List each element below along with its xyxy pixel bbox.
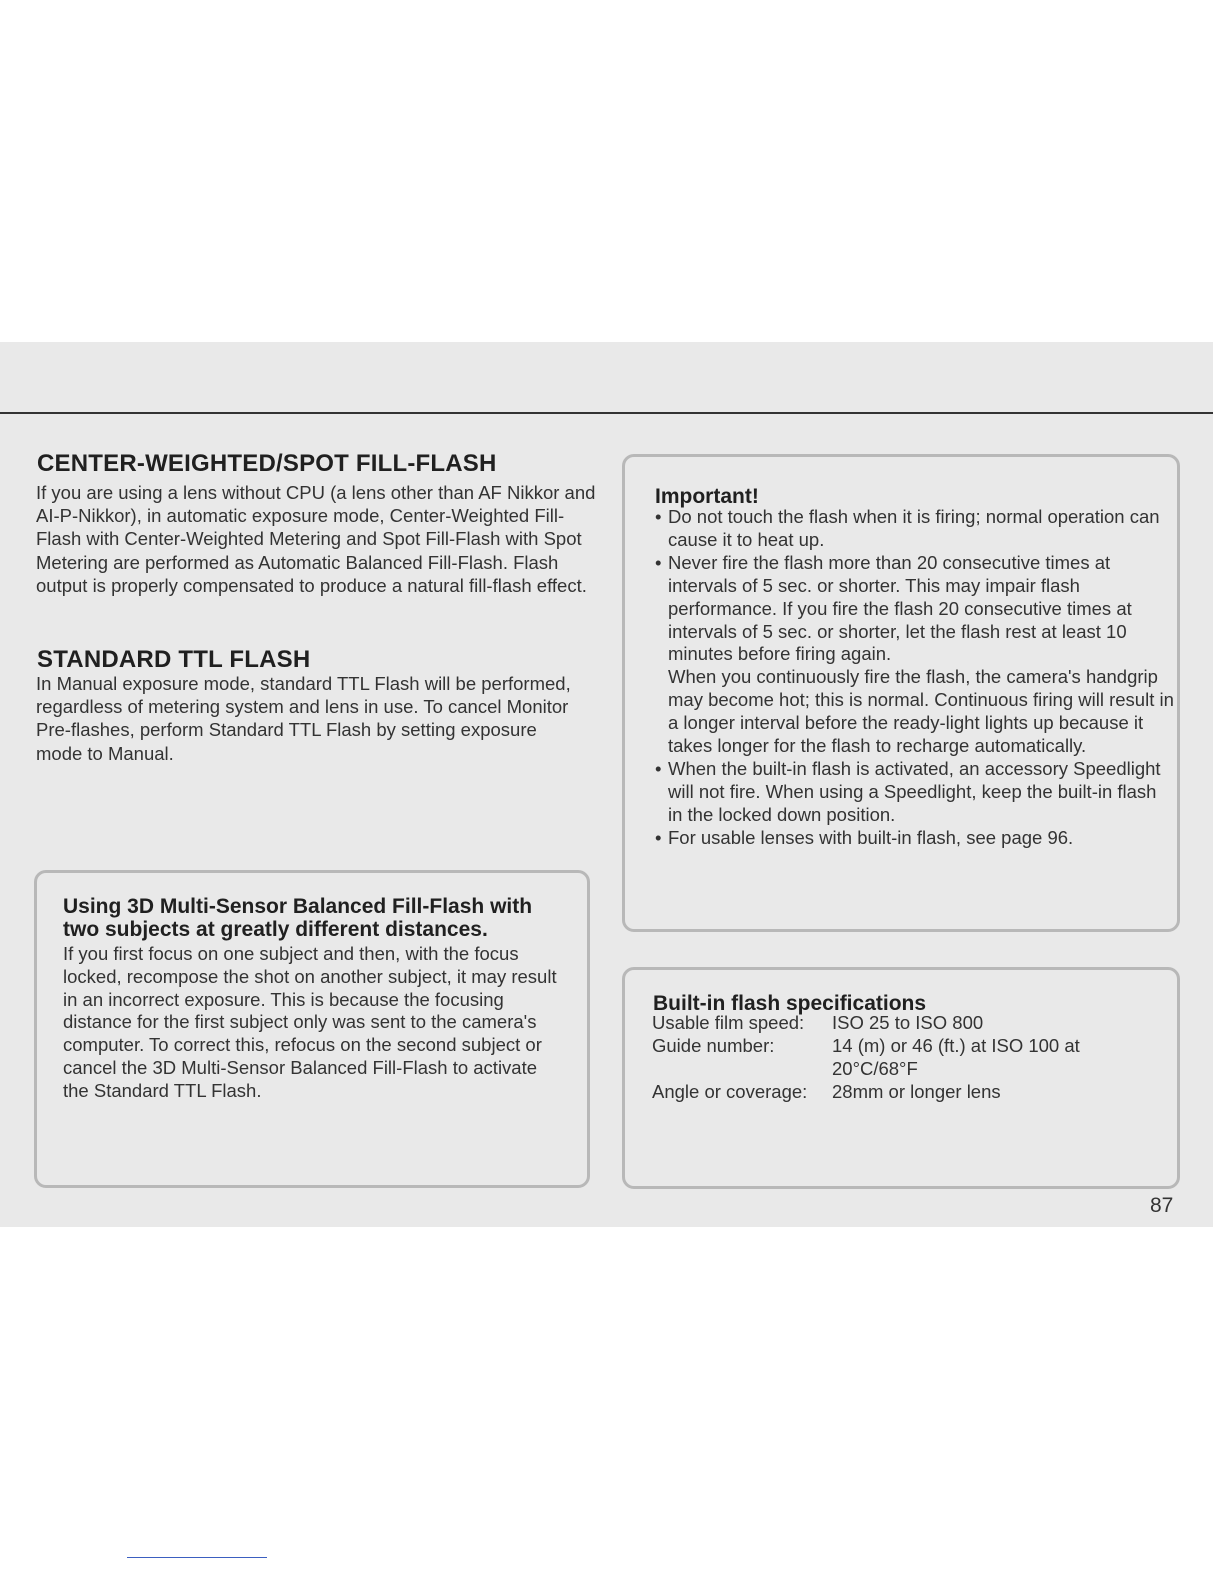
top-rule <box>0 412 1213 414</box>
page-number: 87 <box>1150 1194 1174 1217</box>
standard-ttl-heading: STANDARD TTL FLASH <box>37 646 311 673</box>
bullet-text: Never fire the flash more than 20 consecutive times at intervals of 5 sec. or shorter. This may impair flash performance. If you fire the flash 20 consecutive times at intervals of 5 sec. or shorter, let the flash rest at least 10 minutes before firing again. <box>668 551 1132 665</box>
spec-label: Usable film speed: <box>652 1012 805 1033</box>
link-underline <box>127 1557 267 1558</box>
bullet-text: Do not touch the flash when it is firing; normal operation can cause it to heat up. <box>668 506 1160 550</box>
standard-ttl-body: In Manual exposure mode, standard TTL Flash will be performed, regardless of metering system and lens in use. To cancel Monitor Pre-flashes, perform Standard TTL Flash by setting exposure mode to Manual. <box>36 673 571 764</box>
spec-row <box>652 1034 1102 1080</box>
bullet-text: For usable lenses with built-in flash, see page 96. <box>668 826 1074 848</box>
spec-label: Angle or coverage: <box>652 1081 808 1102</box>
specs-title: Built-in flash specifications <box>653 992 927 1015</box>
important-bullet <box>655 758 1175 827</box>
manual-page <box>0 342 1213 1227</box>
spec-value: 14 (m) or 46 (ft.) at ISO 100 at 20°C/68°F <box>832 1035 1080 1079</box>
spec-label: Guide number: <box>652 1035 775 1056</box>
multisensor-note-title: Using 3D Multi-Sensor Balanced Fill-Flash with two subjects at greatly different distances. <box>63 895 533 941</box>
spec-row <box>652 1080 1102 1103</box>
specs-table <box>652 1011 1102 1103</box>
specs-box <box>622 967 1180 1189</box>
multisensor-note-body: If you first focus on one subject and then, with the focus locked, recompose the shot on another subject, it may result in an incorrect exposure. This is because the focusing distance for the first subject only was sent to the camera's computer. To correct this, refocus on the second subject or cancel the 3D Multi-Sensor Balanced Fill-Flash to activate the Standard TTL Flash. <box>63 943 557 1101</box>
important-bullet <box>655 827 1175 850</box>
important-bullet <box>655 506 1175 552</box>
spec-value: 28mm or longer lens <box>832 1081 1001 1102</box>
spec-value: ISO 25 to ISO 800 <box>832 1012 984 1033</box>
important-title: Important! <box>655 485 759 508</box>
important-bullet <box>655 552 1175 758</box>
important-box <box>622 454 1180 932</box>
multisensor-note-box <box>34 870 590 1188</box>
important-list <box>655 506 1175 850</box>
spec-row <box>652 1011 1102 1034</box>
bullet-text: When the built-in flash is activated, an accessory Speedlight will not fire. When using a Speedlight, keep the built-in flash in the locked down position. <box>668 757 1161 825</box>
bullet-extra-text: When you continuously fire the flash, the camera's handgrip may become hot; this is normal. Continuous firing will result in a longer interval before the ready-light lights up because it takes longer for the flash to recharge automatically. <box>668 666 1174 757</box>
center-weighted-body: If you are using a lens without CPU (a lens other than AF Nikkor and AI-P-Nikkor), in automatic exposure mode, Center-Weighted Fill-Flash with Center-Weighted Metering and Spot Fill-Flash with Spot Metering are performed as Automatic Balanced Fill-Flash. Flash output is properly compensated to produce a natural fill-flash effect. <box>36 482 596 596</box>
center-weighted-heading: CENTER-WEIGHTED/SPOT FILL-FLASH <box>37 450 497 477</box>
